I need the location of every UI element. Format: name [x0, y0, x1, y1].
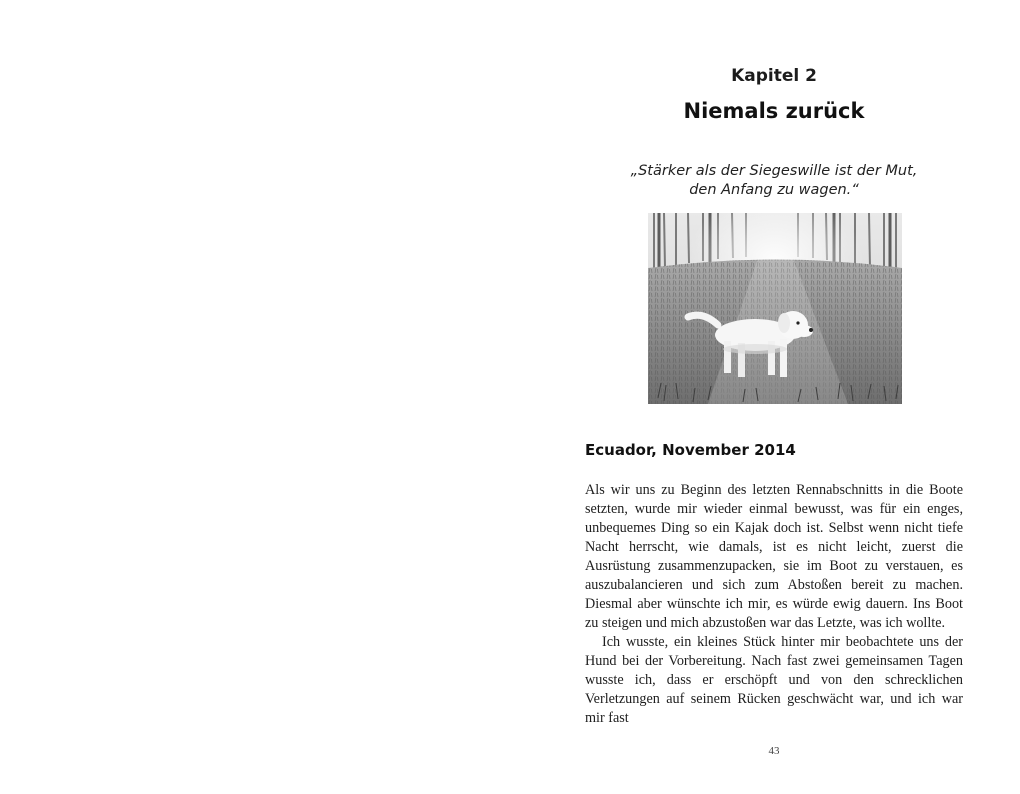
chapter-label: Kapitel 2 — [731, 66, 817, 86]
chapter-title: Niemals zurück — [683, 99, 865, 123]
dog-photo — [648, 213, 902, 404]
epigraph-line-2: den Anfang zu wagen.“ — [689, 182, 859, 198]
section-heading: Ecuador, November 2014 — [585, 441, 796, 459]
epigraph — [585, 162, 963, 200]
epigraph-line-1: „Stärker als der Siegeswille ist der Mut, — [630, 163, 918, 179]
paragraph: Als wir uns zu Beginn des letzten Rennabschnitts in die Boote setzten, wurde mir wieder einmal bewusst, was für ein enges, unbequemes Ding so ein Kajak doch ist. Selbst wenn nicht tiefe Nacht herrscht, wie damals, ist es nicht leicht, zuerst die Ausrüstung zusammenzupacken, sie im Boot zu verstauen, es auszubalancieren und sich zum Abstoßen bereit zu machen. Diesmal aber wünschte ich mir, es würde ewig dauern. Ins Boot zu steigen und mich abzustoßen war das Letzte, was ich wollte. — [585, 482, 963, 631]
page-number: 43 — [768, 745, 780, 757]
body-text — [585, 481, 963, 728]
paragraph: Ich wusste, ein kleines Stück hinter mir beobachtete uns der Hund bei der Vorbereitung. Nach fast zwei gemeinsamen Tagen wusste ich, dass er erschöpft und von den schrecklichen Verletzungen auf seinem Rücken geschwächt war, und ich war mir fast — [585, 634, 963, 726]
dog-in-forest-illustration — [648, 213, 902, 404]
